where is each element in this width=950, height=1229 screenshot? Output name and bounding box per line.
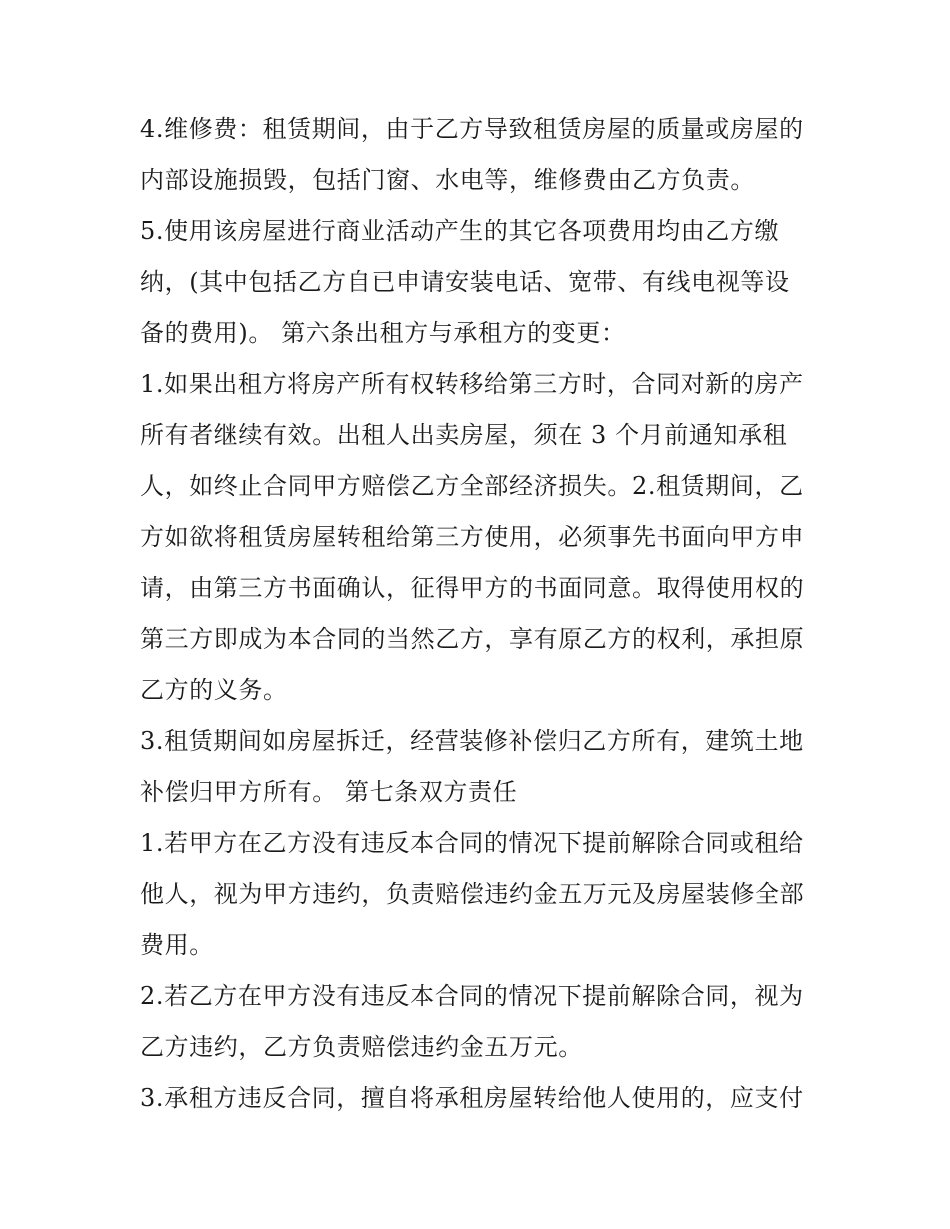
text-line: 4.维修费：租赁期间，由于乙方导致租赁房屋的质量或房屋的 <box>140 115 804 143</box>
text-line: 他人，视为甲方违约，负责赔偿违约金五万元及房屋装修全部 <box>140 880 805 908</box>
contract-text <box>140 104 820 1124</box>
text-line: 第三方即成为本合同的当然乙方，享有原乙方的权利，承担原 <box>140 625 805 653</box>
text-line: 3.承租方违反合同，擅自将承租房屋转给他人使用的，应支付 <box>140 1084 804 1112</box>
text-line: 费用。 <box>140 931 214 959</box>
text-line: 1.如果出租方将房产所有权转移给第三方时，合同对新的房产 <box>140 370 804 398</box>
text-line: 1.若甲方在乙方没有违反本合同的情况下提前解除合同或租给 <box>140 829 804 857</box>
text-line: 补偿归甲方所有。 第七条双方责任 <box>140 778 518 806</box>
text-line: 内部设施损毁，包括门窗、水电等，维修费由乙方负责。 <box>140 166 755 194</box>
text-line: 3.租赁期间如房屋拆迁，经营装修补偿归乙方所有，建筑土地 <box>140 727 804 755</box>
text-line: 人，如终止合同甲方赔偿乙方全部经济损失。2.租赁期间，乙 <box>140 472 804 500</box>
text-line: 方如欲将租赁房屋转租给第三方使用，必须事先书面向甲方申 <box>140 523 805 551</box>
text-line: 请，由第三方书面确认，征得甲方的书面同意。取得使用权的 <box>140 574 805 602</box>
text-line: 乙方的义务。 <box>140 676 288 704</box>
text-line: 备的费用)。 第六条出租方与承租方的变更： <box>140 319 626 347</box>
text-line: 纳，(其中包括乙方自已申请安装电话、宽带、有线电视等设 <box>140 268 790 296</box>
text-line: 5.使用该房屋进行商业活动产生的其它各项费用均由乙方缴 <box>140 217 780 245</box>
text-line: 乙方违约，乙方负责赔偿违约金五万元。 <box>140 1033 583 1061</box>
text-line: 所有者继续有效。出租人出卖房屋，须在 3 个月前通知承租 <box>140 421 788 449</box>
text-line: 2.若乙方在甲方没有违反本合同的情况下提前解除合同，视为 <box>140 982 804 1010</box>
